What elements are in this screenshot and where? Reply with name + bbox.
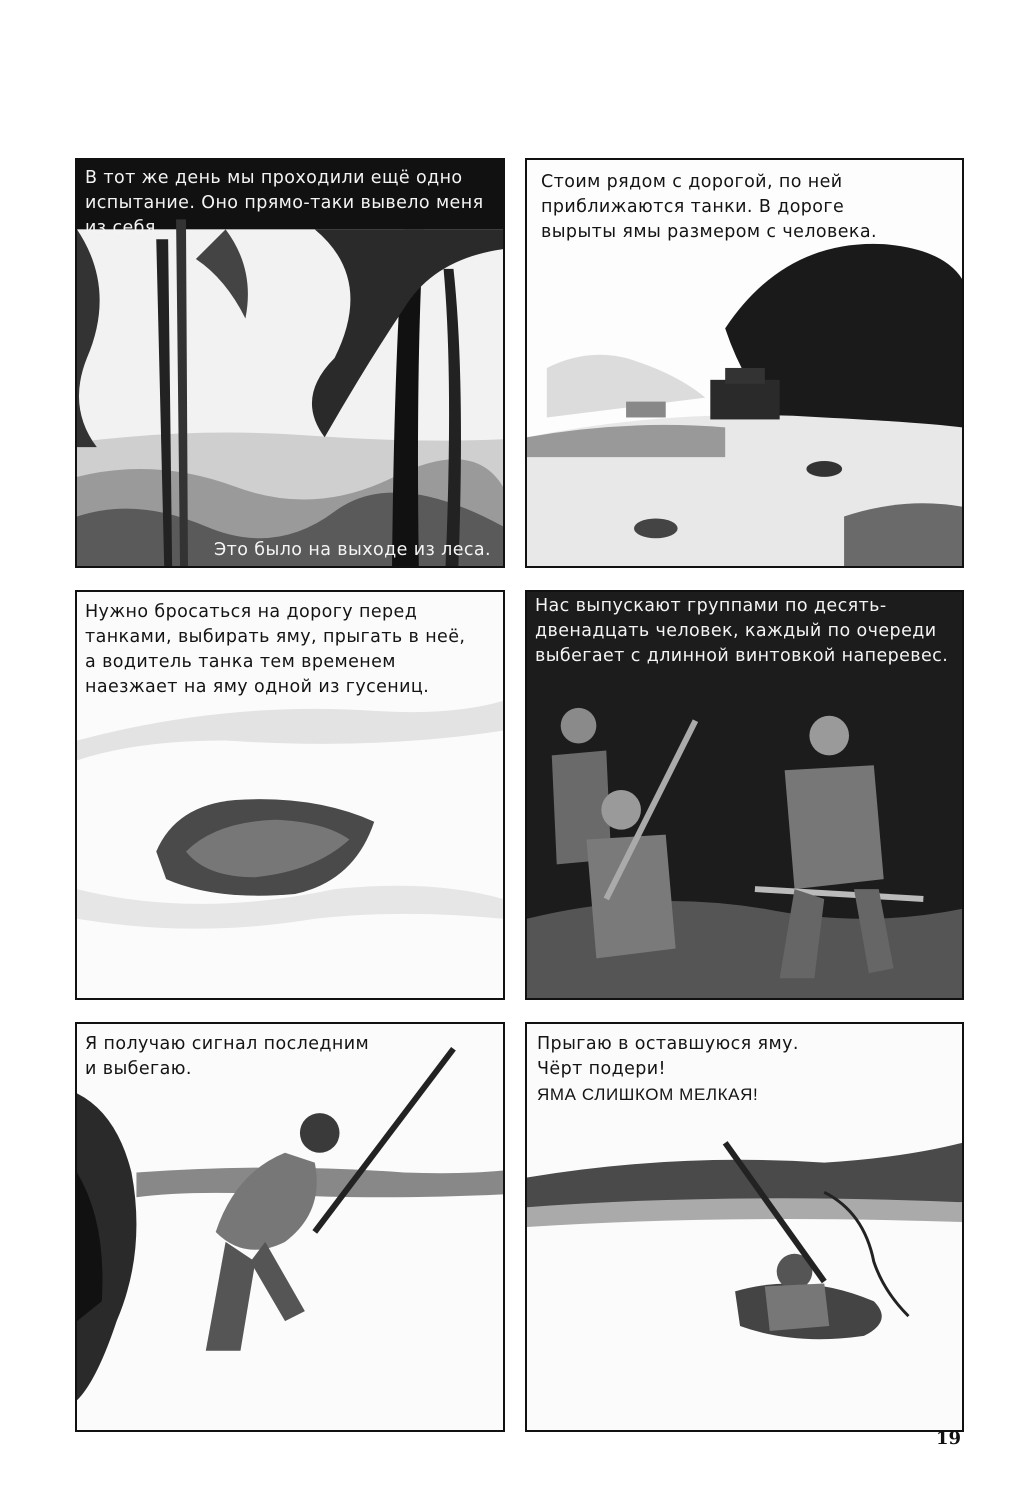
caption-rules: Нужно бросаться на дорогу перед танками, выбирать яму, прыгать в неё, а водитель танка тем временем наезжает на яму одной из гусениц.	[85, 602, 466, 697]
caption-jump-pit: Прыгаю в оставшуюся яму. Чёрт подери!	[537, 1034, 799, 1079]
panel-3-pit	[75, 590, 505, 1000]
caption-pit-too-shallow: ЯМА СЛИШКОМ МЕЛКАЯ!	[537, 1085, 759, 1104]
panel-4-soldiers	[525, 590, 964, 1000]
running-soldier-illustration	[77, 1024, 503, 1430]
panel-5-running	[75, 1022, 505, 1432]
caption-forest-exit: Это было на выходе из леса.	[214, 540, 491, 560]
panel-2-tanks-road	[525, 158, 964, 568]
panel-1-forest-edge	[75, 158, 505, 568]
caption-tanks-approach: Стоим рядом с дорогой, по ней приближаются танки. В дороге вырыты ямы размером с человека.	[541, 172, 877, 242]
caption-testing-day: В тот же день мы проходили ещё одно испытание. Оно прямо-таки вывело меня из себя.	[85, 168, 484, 238]
caption-groups: Нас выпускают группами по десять- двенадцать человек, каждый по очереди выбегает с длинной винтовкой наперевес.	[535, 596, 949, 666]
caption-last-signal: Я получаю сигнал последним и выбегаю.	[85, 1034, 370, 1079]
page-number: 19	[936, 1428, 962, 1449]
panel-6-shallow-pit	[525, 1022, 964, 1432]
